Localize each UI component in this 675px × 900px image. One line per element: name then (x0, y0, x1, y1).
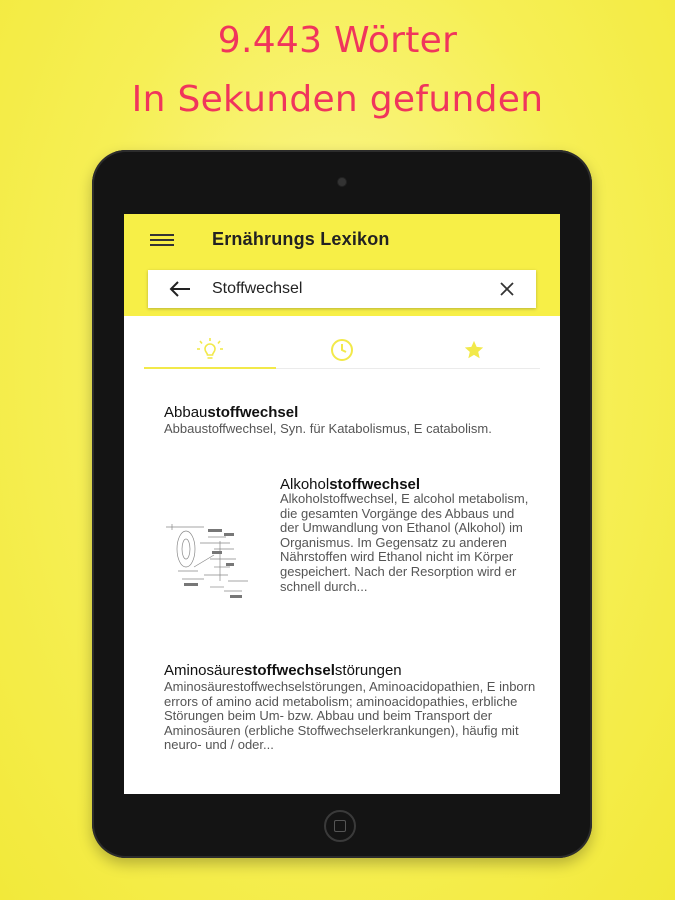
camera-icon (338, 178, 346, 186)
promo-headline-count: 9.443 Wörter (217, 20, 458, 61)
tab-history[interactable] (276, 332, 408, 368)
home-button[interactable] (324, 810, 356, 842)
tab-bar (144, 332, 540, 370)
metabolism-diagram-image (164, 519, 264, 601)
promo-headline-tagline: In Sekunden gefunden (131, 79, 544, 120)
clock-icon (329, 337, 355, 363)
result-title[interactable]: Alkoholstoffwechsel (280, 476, 421, 493)
close-icon[interactable] (498, 280, 516, 298)
hamburger-menu-icon[interactable] (150, 234, 176, 248)
result-title[interactable]: Abbaustoffwechsel (164, 404, 299, 421)
search-bar (148, 270, 536, 308)
result-snippet: Alkoholstoffwechsel, E alcohol metabolism, die gesamten Vorgänge des Abbaus und der Umwandlung von Ethanol (Alkohol) im Organismus. Im Gegensatz zu anderen Nährstoffen wird Ethanol nicht im Körper gespeichert. Nach der Resorption wird er schnell durch... (280, 491, 529, 594)
result-snippet: Aminosäurestoffwechselstörungen, Aminoacidopathien, E inborn errors of amino acid metabolism; aminoacidopathies, erbliche Störungen beim Um- bzw. Abbau und beim Transport der Aminosäuren (erbliche Stoffwechselerkrankungen), häufig mit neuro- und / oder... (164, 679, 536, 753)
result-title[interactable]: Aminosäurestoffwechselstörungen (164, 662, 402, 679)
result-snippet: Abbaustoffwechsel, Syn. für Katabolismus, E catabolism. (164, 421, 492, 436)
tab-favorites[interactable] (408, 332, 540, 368)
arrow-left-icon[interactable] (168, 279, 192, 299)
star-icon (463, 339, 485, 361)
app-screen (124, 214, 560, 794)
tab-active-indicator (144, 367, 276, 369)
app-bar (124, 214, 560, 316)
search-input[interactable] (212, 278, 482, 300)
tablet-frame (92, 150, 592, 858)
lightbulb-icon (195, 337, 225, 363)
tab-suggestions[interactable] (144, 332, 276, 368)
app-title: Ernährungs Lexikon (212, 229, 390, 249)
